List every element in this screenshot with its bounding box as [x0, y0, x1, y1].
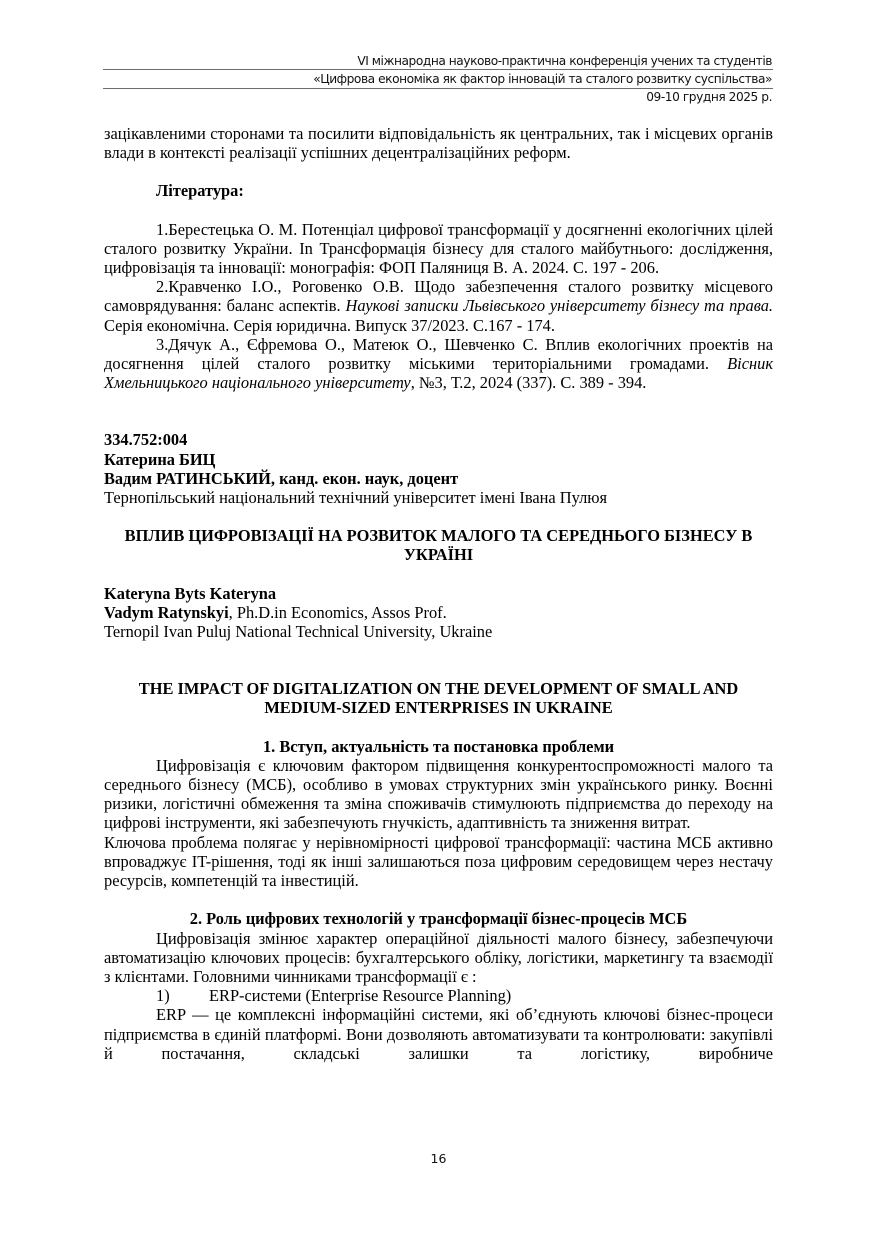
continuation-paragraph: зацікавленими сторонами та посилити відповідальність як центральних, так і місцевих органів влади в контексті реалізації успішних децентралізаційних реформ. — [104, 124, 773, 163]
article-title-ua: ВПЛИВ ЦИФРОВІЗАЦІЇ НА РОЗВИТОК МАЛОГО ТА СЕРЕДНЬОГО БІЗНЕСУ В УКРАЇНІ — [124, 526, 753, 565]
list-item — [104, 986, 773, 1005]
author-2-en-name: Vadym Ratynskyi — [104, 602, 229, 622]
list-text: ERP-системи (Enterprise Resource Planning) — [209, 986, 512, 1006]
running-header-conference: VI міжнародна науково-практична конференція учених та студентів — [357, 54, 772, 68]
author-1-en: Kateryna Byts Kateryna — [104, 583, 277, 603]
article-title-en: THE IMPACT OF DIGITALIZATION ON THE DEVELOPMENT OF SMALL AND MEDIUM-SIZED ENTERPRISES IN UKRAINE — [138, 679, 739, 718]
header-rule — [103, 69, 773, 70]
section-2-heading: 2. Роль цифрових технологій у трансформації бізнес-процесів МСБ — [189, 909, 688, 929]
reference-text: 1.Берестецька О. М. Потенціал цифрової трансформації у досягненні екологічних цілей сталого розвитку України. In Трансформація бізнесу для сталого майбутнього: дослідження, цифровізація та інновації: монографія: ФОП Паляниця В. А. 2024. С. 197 - 206. — [104, 219, 773, 278]
reference-details: Серія економічна. Серія юридична. Випуск 37/2023. С.167 - 174. — [104, 315, 555, 335]
section-1-paragraph: Цифровізація є ключовим фактором підвищення конкурентоспроможності малого та середнього бізнесу (МСБ), особливо в умовах структурних змін українського ринку. Воєнні ризики, логістичні обмеження та зміна споживачів стимулюють підприємства до переходу на цифрові інструменти, які забезпечують гнучкість, адаптивність та зниження витрат. — [104, 755, 773, 833]
section-2-paragraph: ERP — це комплексні інформаційні системи, які об’єднують ключові бізнес-процеси підприємства в єдиній платформі. Вони дозволяють автоматизувати та контролювати: закупівлі й постачання, складські залишки та логістику, виробниче — [104, 1005, 773, 1063]
author-2-en-credentials: , Ph.D.in Economics, Assos Prof. — [228, 602, 447, 622]
reference-item — [104, 335, 773, 393]
author-2: Вадим РАТИНСЬКИЙ, канд. екон. наук, доцент — [104, 468, 459, 488]
reference-details: , №3, Т.2, 2024 (337). С. 389 - 394. — [410, 373, 647, 393]
reference-text: 3.Дячук А., Єфремова О., Матеюк О., Шевченко С. Вплив екологічних проектів на досягнення цілей сталого розвитку міськими територіальними громадами. — [104, 334, 773, 374]
reference-item — [104, 220, 773, 278]
affiliation: Тернопільський національний технічний університет імені Івана Пулюя — [104, 488, 608, 508]
affiliation-en: Ternopil Ivan Puluj National Technical University, Ukraine — [104, 622, 493, 642]
reference-journal: Наукові записки Львівського університету бізнесу та права. — [345, 296, 773, 316]
section-1-paragraph: Ключова проблема полягає у нерівномірності цифрової трансформації: частина МСБ активно впроваджує IT-рішення, тоді як інші залишаються поза цифровим середовищем через нестачу ресурсів, компетенцій та інвестицій. — [104, 832, 773, 891]
reference-journal: Вісник Хмельницького національного університету — [104, 354, 773, 393]
list-number: 1) — [156, 986, 170, 1006]
running-header-date: 09-10 грудня 2025 р. — [646, 90, 772, 104]
section-1-heading: 1. Вступ, актуальність та постановка проблеми — [262, 736, 615, 756]
section-2-paragraph: Цифровізація змінює характер операційної діяльності малого бізнесу, забезпечуючи автоматизацію ключових процесів: бухгалтерського обліку, логістики, маркетингу та взаємодії з клієнтами. Головними чинниками трансформації є : — [104, 928, 773, 986]
running-header-theme: «Цифрова економіка як фактор інновацій та сталого розвитку суспільства» — [313, 72, 772, 86]
author-2-en — [104, 603, 773, 622]
page-number: 16 — [430, 1151, 447, 1166]
udc-code: 334.752:004 — [104, 430, 188, 450]
author-1: Катерина БИЦ — [104, 449, 216, 469]
reference-text: 2.Кравченко І.О., Роговенко О.В. Щодо забезпечення сталого розвитку місцевого самоврядування: баланс аспектів. — [104, 277, 773, 316]
literature-heading: Література: — [156, 181, 244, 201]
reference-item — [104, 277, 773, 335]
page-body — [104, 124, 773, 1063]
